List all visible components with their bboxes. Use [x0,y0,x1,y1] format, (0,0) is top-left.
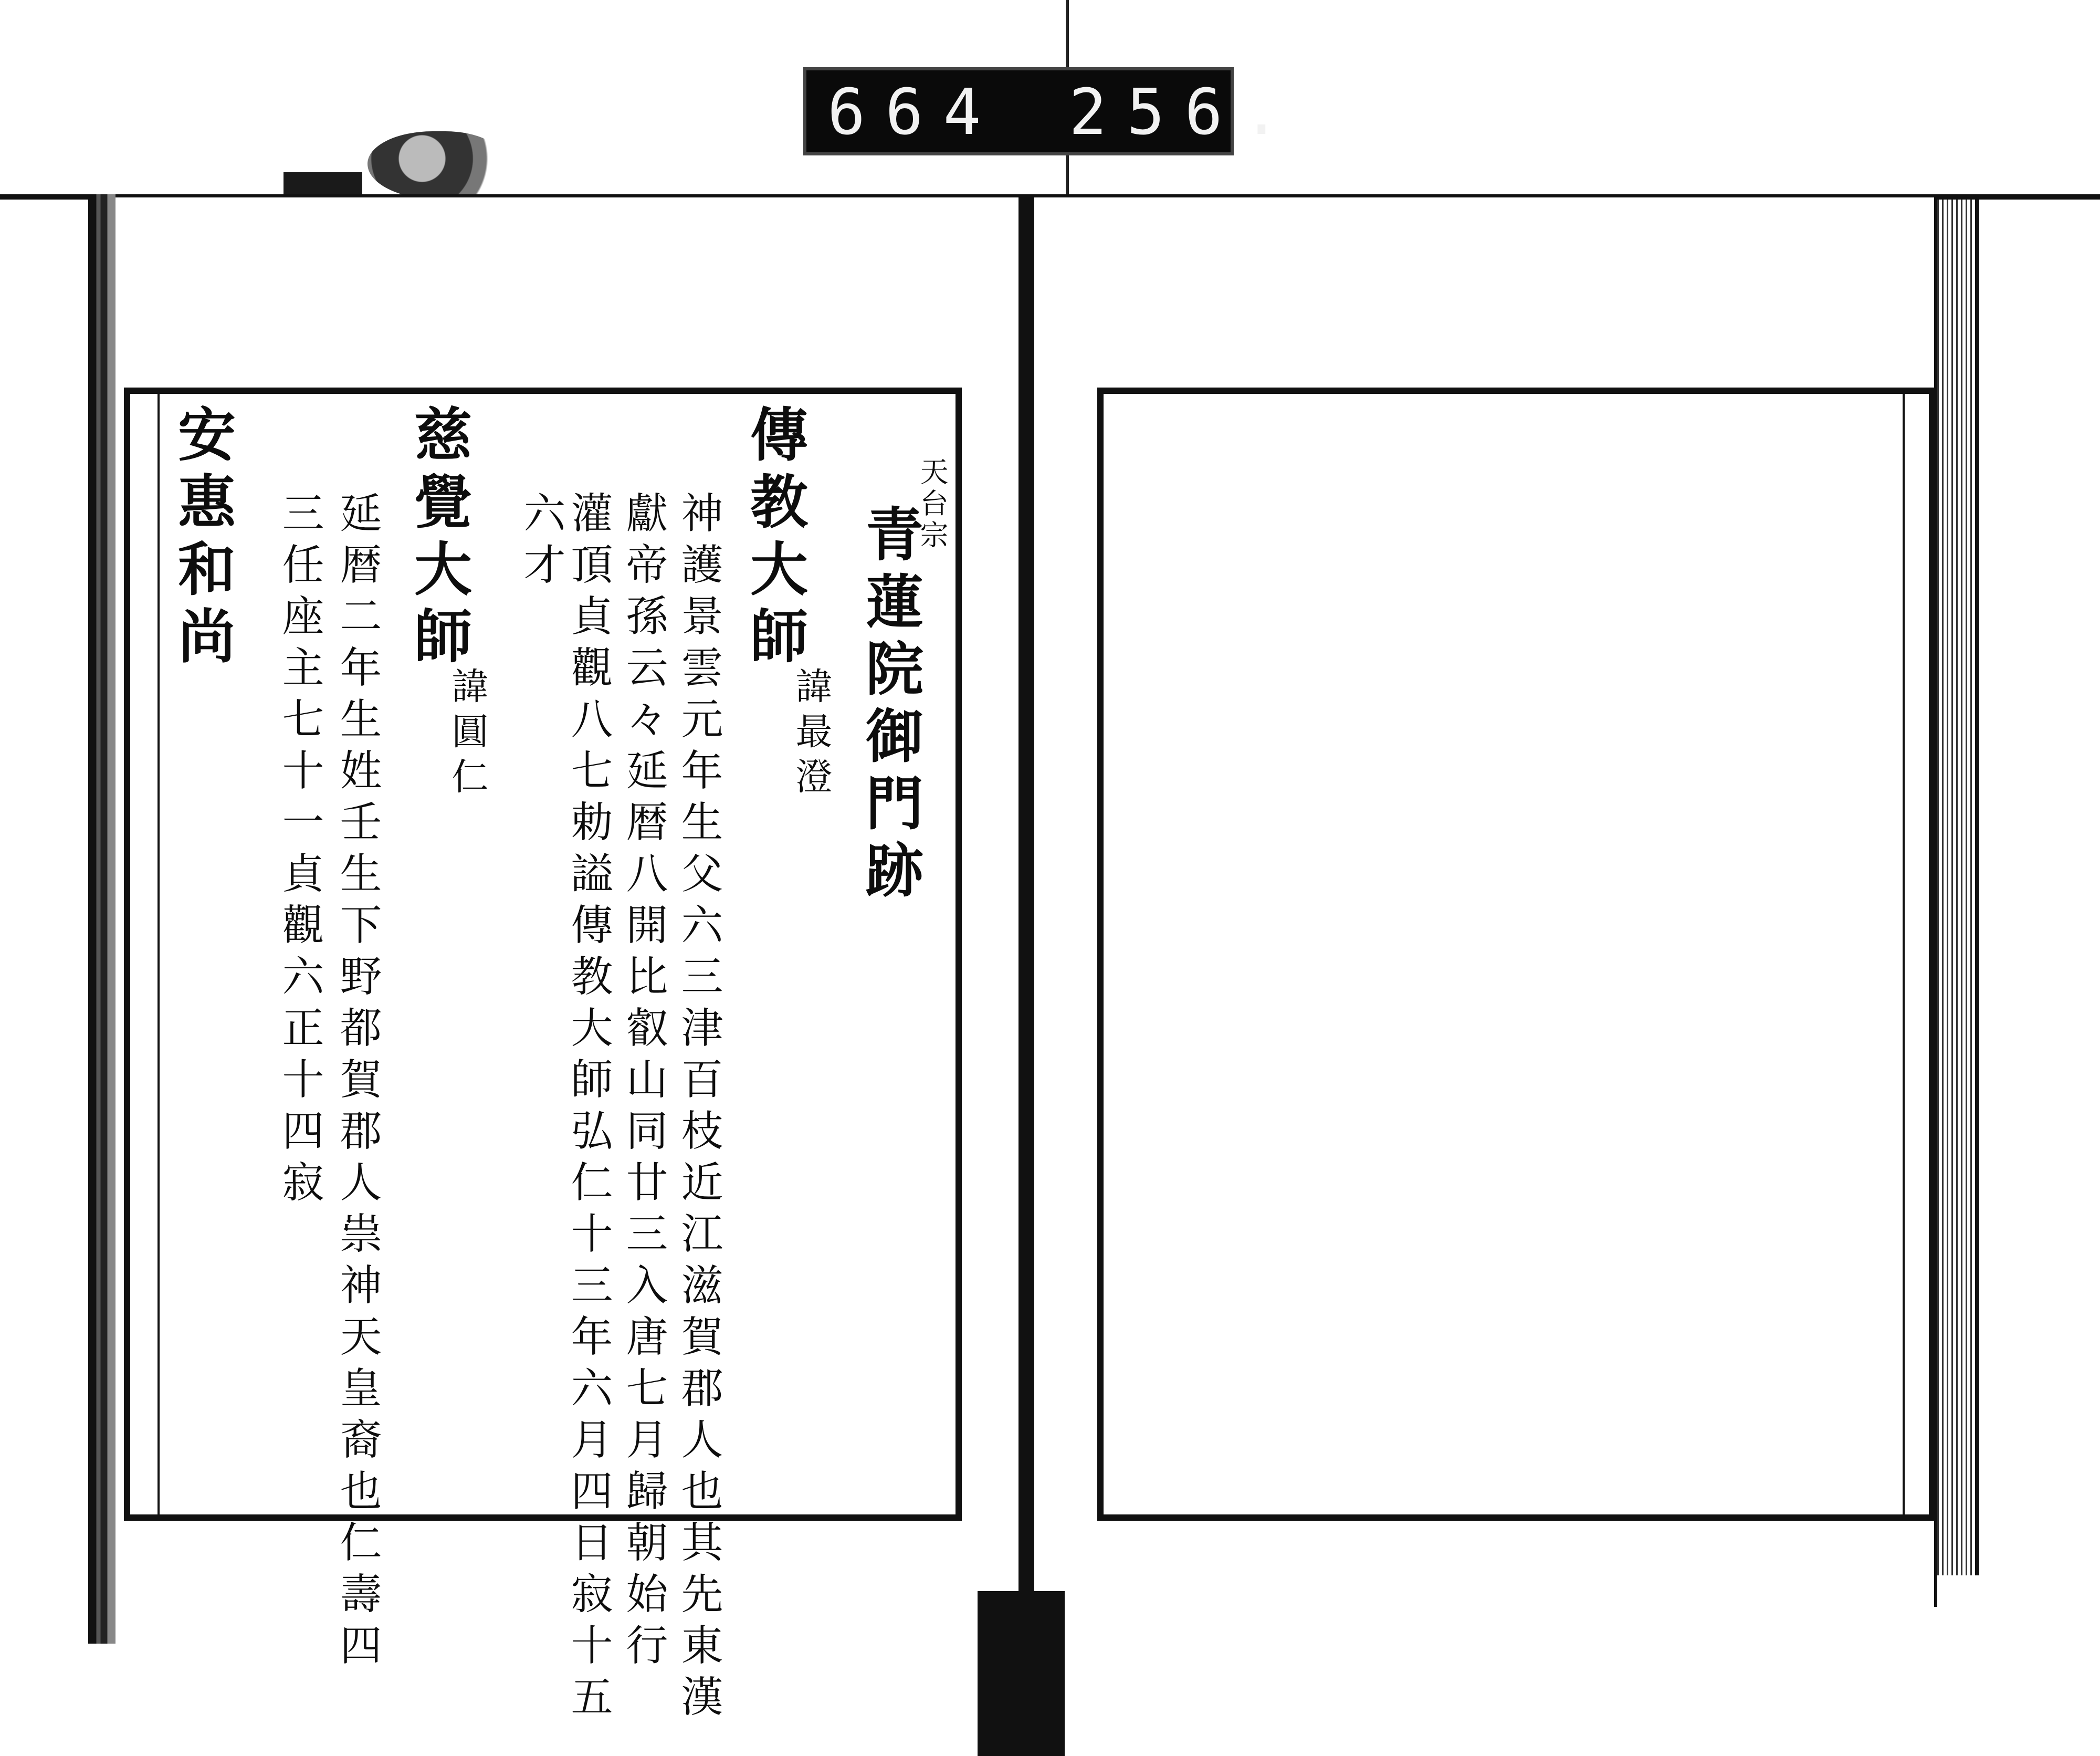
entry-text-line: 三任座主七十一貞觀六正十四寂 [275,491,324,1211]
page-title: 青蓮院御門跡 [856,504,924,907]
entry-name: 諱最澄 [790,667,833,802]
entry-text-line: 六才 [517,491,565,594]
entry-text-line: 獻帝孫云々延暦八開比叡山同廿三入唐七月歸朝始行 [619,491,668,1675]
book-fore-edge [1937,200,1979,1575]
left-page-inner-rule [158,394,160,1514]
sect-label: 天台宗 [916,457,949,551]
book-spine-edge [88,194,116,1644]
book-gutter-shadow [978,1591,1065,1756]
entry-heading: 慈覺大師 [405,404,472,673]
entry-text-line: 神護景雲元年生父六三津百枝近江滋賀郡人也其先東漢 [674,491,723,1726]
right-page-frame [1097,388,1935,1521]
call-number-label [803,67,1300,155]
entry-text-line: 灌頂貞觀八七勅謚傳教大師弘仁十三年六月四日寂十五 [564,491,613,1726]
call-number-right: 256. [1069,76,1300,149]
entry-heading: 傳教大師 [741,404,808,673]
call-number-left: 664 [827,76,1001,149]
entry-text-line: 延暦二年生姓壬生下野都賀郡人祟神天皇裔也仁壽四 [333,491,382,1675]
entry-name: 諱圓仁 [446,667,489,802]
right-page-inner-rule [1903,394,1905,1514]
book-gutter [1018,194,1034,1607]
entry-heading: 安惠和尚 [169,404,236,673]
